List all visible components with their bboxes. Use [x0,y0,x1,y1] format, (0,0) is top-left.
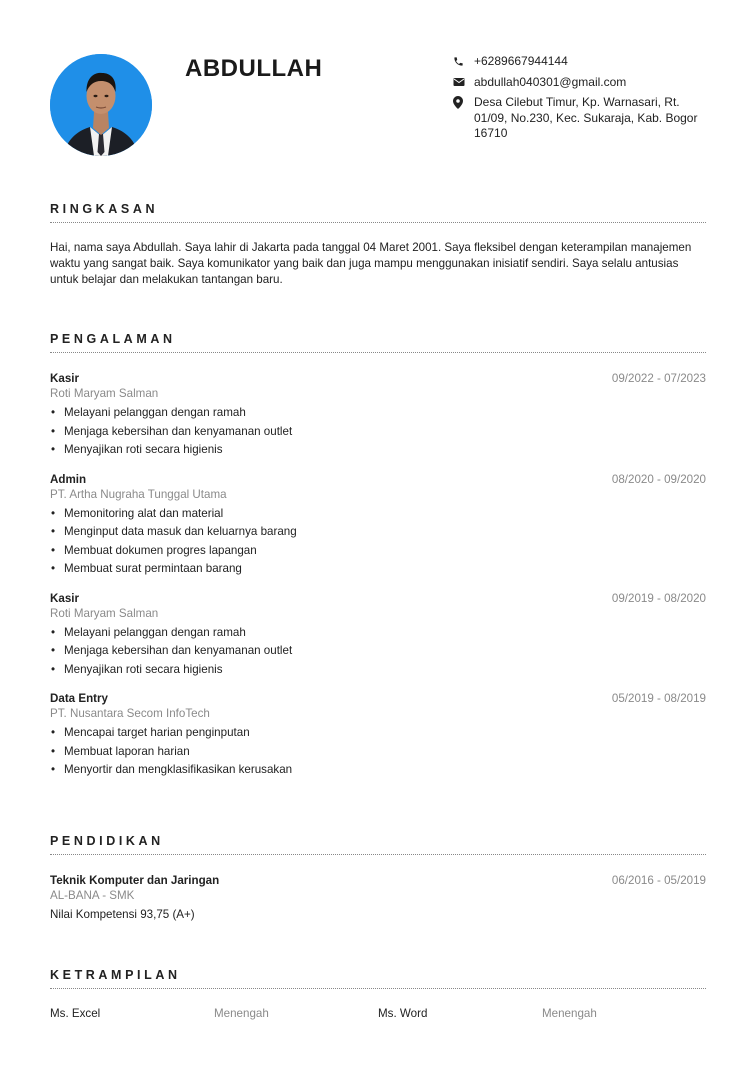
job-role: Kasir [50,372,80,385]
education-grade: Nilai Kompetensi 93,75 (A+) [50,908,195,921]
skill-level: Menengah [542,1007,597,1020]
school-name: AL-BANA - SMK [50,889,135,902]
job-company: Roti Maryam Salman [50,387,159,400]
profile-photo-image [50,54,152,156]
duty-item: • Menginput data masuk dan keluarnya barang [50,523,706,542]
duty-item: • Melayani pelanggan dengan ramah [50,404,706,423]
phone-number: +6289667944144 [474,54,568,68]
experience-entry [50,472,706,579]
skill-level: Menengah [214,1007,269,1020]
summary-text: Hai, nama saya Abdullah. Saya lahir di Jakarta pada tanggal 04 Maret 2001. Saya fleksibel dengan keterampilan manajemen waktu yang sangat baik. Saya komunikator yang baik dan juga mampu menggunakan inisiatif sendiri. Saya selalu antusias untuk belajar dan melakukan tantangan baru. [50,241,692,286]
job-role: Admin [50,472,87,486]
summary-section [50,202,706,288]
experience-title: PENGALAMAN [50,332,706,353]
phone-icon [453,54,474,69]
duty-item: • Mencapai target harian penginputan [50,724,706,743]
contact-email [453,75,713,91]
job-date: 05/2019 - 08/2019 [611,692,706,705]
job-company: PT. Nusantara Secom InfoTech [50,707,210,720]
contact-phone [453,54,713,70]
duty-item: • Membuat dokumen progres lapangan [50,542,706,561]
duty-item: • Menyajikan roti secara higienis [50,661,706,680]
skill-name: Ms. Word [378,1007,428,1020]
map-pin-icon [453,95,474,110]
job-company: PT. Artha Nugraha Tunggal Utama [50,487,227,501]
experience-section [50,332,706,780]
contact-address [453,95,713,142]
duty-item: • Membuat laporan harian [50,743,706,762]
email-address: abdullah040301@gmail.com [474,74,627,89]
duty-item: • Menjaga kebersihan dan kenyamanan outlet [50,642,706,661]
candidate-name: ABDULLAH [185,55,323,82]
duty-item: • Memonitoring alat dan material [50,505,706,524]
skill-name: Ms. Excel [50,1007,101,1020]
experience-entry [50,371,706,460]
job-duties [50,724,706,780]
job-date: 09/2019 - 08/2020 [611,591,706,605]
skills-list [50,1007,706,1023]
duty-item: • Melayani pelanggan dengan ramah [50,624,706,643]
experience-entry [50,691,706,780]
job-duties [50,505,706,579]
education-date: 06/2016 - 05/2019 [611,874,706,887]
summary-title: RINGKASAN [50,202,706,223]
home-address: Desa Cilebut Timur, Kp. Warnasari, Rt. 01/09, No.230, Kec. Sukaraja, Kab. Bogor 16710 [474,95,698,140]
contact-block [453,54,713,147]
job-role: Kasir [50,591,80,605]
profile-photo [50,54,152,156]
duty-item: • Membuat surat permintaan barang [50,560,706,579]
duty-item: • Menyortir dan mengklasifikasikan kerusakan [50,761,706,780]
degree-name: Teknik Komputer dan Jaringan [50,874,220,887]
job-date: 08/2020 - 09/2020 [611,472,706,486]
skills-section [50,968,706,1023]
job-duties [50,404,706,460]
education-title: PENDIDIKAN [50,834,706,855]
job-company: Roti Maryam Salman [50,606,159,620]
education-entry [50,873,706,922]
job-date: 09/2022 - 07/2023 [611,372,706,385]
job-duties [50,624,706,680]
job-role: Data Entry [50,692,108,705]
duty-item: • Menyajikan roti secara higienis [50,441,706,460]
duty-item: • Menjaga kebersihan dan kenyamanan outlet [50,423,706,442]
experience-entry [50,591,706,680]
education-section [50,834,706,922]
skills-title: KETRAMPILAN [50,968,706,989]
envelope-icon [453,75,474,90]
